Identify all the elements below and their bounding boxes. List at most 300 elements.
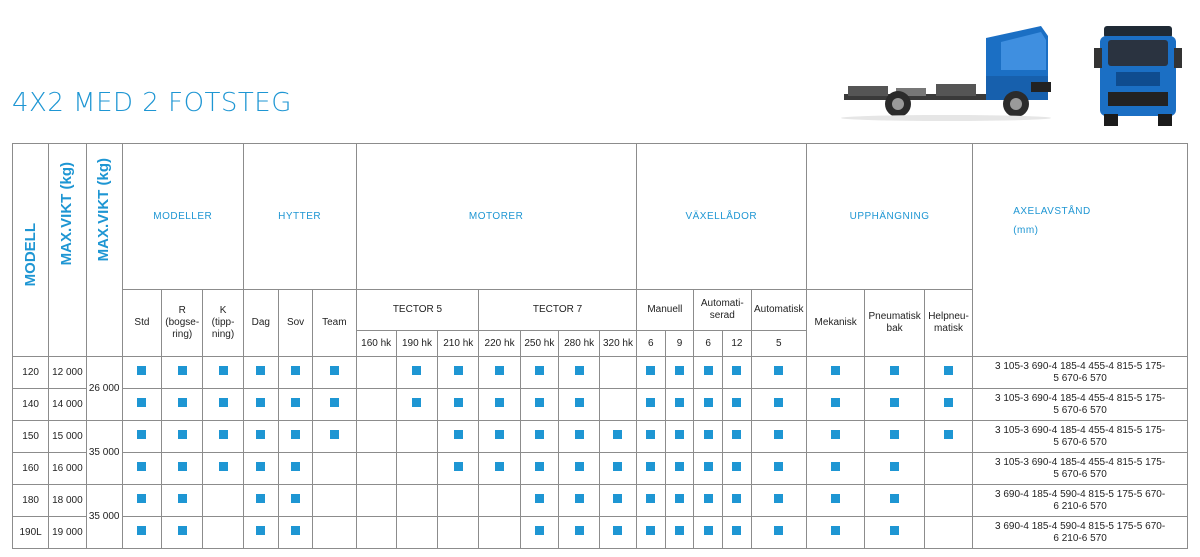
mark-cell (751, 453, 806, 485)
col-tector5: TECTOR 5 (356, 290, 479, 331)
filled-square-icon (178, 430, 187, 439)
modell-cell: 190L (13, 517, 49, 549)
modell-cell: 120 (13, 357, 49, 389)
mark-cell (356, 517, 396, 549)
mark-cell (313, 453, 356, 485)
filled-square-icon (137, 526, 146, 535)
filled-square-icon (291, 494, 300, 503)
filled-square-icon (774, 494, 783, 503)
mark-cell (520, 357, 558, 389)
mark-cell (479, 517, 520, 549)
axelavstand-line-1: 3 105-3 690-4 185-4 455-4 815-5 175- (995, 392, 1166, 404)
filled-square-icon (178, 398, 187, 407)
maxvikt-cell: 15 000 (49, 421, 86, 453)
mark-cell (694, 453, 723, 485)
filled-square-icon (732, 526, 741, 535)
mark-cell (122, 357, 161, 389)
mark-cell (600, 421, 636, 453)
filled-square-icon (890, 462, 899, 471)
mark-cell (806, 517, 864, 549)
mark-cell (122, 517, 161, 549)
mark-cell (243, 389, 278, 421)
filled-square-icon (675, 430, 684, 439)
filled-square-icon (704, 526, 713, 535)
page-title: 4X2 MED 2 FOTSTEG (12, 88, 292, 118)
mark-cell (723, 485, 751, 517)
hytter-header: HYTTER (243, 144, 356, 290)
mark-cell (243, 453, 278, 485)
mark-cell (600, 453, 636, 485)
mark-cell (865, 453, 924, 485)
mark-cell (162, 453, 203, 485)
mark-cell (203, 453, 243, 485)
mark-cell (723, 389, 751, 421)
col-gear-6-automatiserad: 6 (694, 331, 723, 357)
mark-cell (694, 421, 723, 453)
filled-square-icon (256, 430, 265, 439)
mark-cell (600, 357, 636, 389)
filled-square-icon (256, 494, 265, 503)
filled-square-icon (675, 398, 684, 407)
axelavstand-header: AXELAVSTÅND (mm) (973, 144, 1188, 357)
table-row (13, 389, 1188, 421)
mark-cell (559, 485, 600, 517)
filled-square-icon (774, 526, 783, 535)
mark-cell (356, 485, 396, 517)
mark-cell (520, 517, 558, 549)
filled-square-icon (575, 398, 584, 407)
mark-cell (243, 517, 278, 549)
filled-square-icon (137, 462, 146, 471)
filled-square-icon (774, 430, 783, 439)
filled-square-icon (732, 430, 741, 439)
mark-cell (203, 517, 243, 549)
axelavstand-line-1: 3 105-3 690-4 185-4 455-4 815-5 175- (995, 456, 1166, 468)
mark-cell (203, 357, 243, 389)
mark-cell (122, 389, 161, 421)
filled-square-icon (256, 526, 265, 535)
mark-cell (479, 453, 520, 485)
mark-cell (122, 485, 161, 517)
filled-square-icon (256, 366, 265, 375)
col-gear-6-manuell: 6 (636, 331, 665, 357)
mark-cell (278, 485, 312, 517)
col-250hk: 250 hk (520, 331, 558, 357)
filled-square-icon (535, 494, 544, 503)
mark-cell (924, 421, 972, 453)
filled-square-icon (454, 430, 463, 439)
maxvikt-header-1: MAX.VIKT (kg) (49, 144, 86, 357)
axelavstand-cell (973, 517, 1188, 549)
modell-cell: 180 (13, 485, 49, 517)
mark-cell (751, 485, 806, 517)
filled-square-icon (944, 366, 953, 375)
col-280hk: 280 hk (559, 331, 600, 357)
filled-square-icon (675, 526, 684, 535)
filled-square-icon (831, 430, 840, 439)
filled-square-icon (646, 462, 655, 471)
maxvikt-cell: 19 000 (49, 517, 86, 549)
filled-square-icon (535, 398, 544, 407)
col-automatisk: Automatisk (751, 290, 806, 331)
mark-cell (438, 485, 479, 517)
modell-header: MODELL (13, 144, 49, 357)
mark-cell (356, 389, 396, 421)
filled-square-icon (495, 462, 504, 471)
col-gear-5-automatisk: 5 (751, 331, 806, 357)
mark-cell (806, 357, 864, 389)
mark-cell (278, 517, 312, 549)
filled-square-icon (613, 430, 622, 439)
mark-cell (924, 453, 972, 485)
mark-cell (203, 485, 243, 517)
mark-cell (865, 517, 924, 549)
mark-cell (723, 421, 751, 453)
filled-square-icon (535, 526, 544, 535)
filled-square-icon (137, 430, 146, 439)
filled-square-icon (330, 430, 339, 439)
modell-cell: 150 (13, 421, 49, 453)
axelavstand-cell (973, 389, 1188, 421)
mark-cell (162, 357, 203, 389)
mark-cell (924, 389, 972, 421)
mark-cell (751, 517, 806, 549)
filled-square-icon (675, 366, 684, 375)
mark-cell (723, 453, 751, 485)
col-automatiserad: Automati- serad (694, 290, 751, 331)
mark-cell (313, 485, 356, 517)
axelavstand-cell (973, 485, 1188, 517)
mark-cell (396, 453, 437, 485)
mark-cell (479, 485, 520, 517)
mark-cell (396, 421, 437, 453)
mark-cell (313, 421, 356, 453)
filled-square-icon (704, 430, 713, 439)
mark-cell (559, 389, 600, 421)
mark-cell (313, 389, 356, 421)
filled-square-icon (137, 366, 146, 375)
mark-cell (694, 357, 723, 389)
filled-square-icon (256, 462, 265, 471)
filled-square-icon (732, 494, 741, 503)
filled-square-icon (454, 462, 463, 471)
filled-square-icon (412, 398, 421, 407)
filled-square-icon (291, 430, 300, 439)
maxvikt-cell: 14 000 (49, 389, 86, 421)
axelavstand-cell (973, 453, 1188, 485)
gross-weight-cell: 35 000 (86, 421, 122, 485)
mark-cell (243, 421, 278, 453)
mark-cell (479, 421, 520, 453)
filled-square-icon (774, 398, 783, 407)
mark-cell (356, 453, 396, 485)
filled-square-icon (291, 398, 300, 407)
col-pneumatisk: Pneumatisk bak (865, 290, 924, 357)
filled-square-icon (732, 462, 741, 471)
filled-square-icon (330, 398, 339, 407)
gross-weight-cell: 26 000 (86, 357, 122, 421)
filled-square-icon (831, 462, 840, 471)
mark-cell (520, 453, 558, 485)
filled-square-icon (219, 462, 228, 471)
mark-cell (162, 421, 203, 453)
filled-square-icon (704, 398, 713, 407)
filled-square-icon (890, 366, 899, 375)
modell-cell: 160 (13, 453, 49, 485)
mark-cell (636, 357, 665, 389)
filled-square-icon (890, 398, 899, 407)
col-sov: Sov (278, 290, 312, 357)
filled-square-icon (613, 494, 622, 503)
filled-square-icon (704, 462, 713, 471)
axelavstand-line-1: 3 690-4 185-4 590-4 815-5 175-5 670- (995, 488, 1166, 500)
mark-cell (665, 421, 693, 453)
axelavstand-line-1: 3 105-3 690-4 185-4 455-4 815-5 175- (995, 424, 1166, 436)
table-row (13, 485, 1188, 517)
mark-cell (162, 517, 203, 549)
mark-cell (636, 389, 665, 421)
mark-cell (694, 517, 723, 549)
filled-square-icon (774, 462, 783, 471)
mark-cell (356, 421, 396, 453)
mark-cell (865, 485, 924, 517)
maxvikt-cell: 16 000 (49, 453, 86, 485)
mark-cell (313, 517, 356, 549)
filled-square-icon (890, 430, 899, 439)
filled-square-icon (291, 526, 300, 535)
axelavstand-cell (973, 357, 1188, 389)
mark-cell (636, 517, 665, 549)
filled-square-icon (646, 398, 655, 407)
mark-cell (243, 357, 278, 389)
axelavstand-line-2: 6 210-6 570 (1053, 532, 1107, 544)
col-team: Team (313, 290, 356, 357)
gross-weight-cell: 35 000 (86, 485, 122, 549)
col-210hk: 210 hk (438, 331, 479, 357)
mark-cell (694, 389, 723, 421)
col-r: R (bogse- ring) (162, 290, 203, 357)
filled-square-icon (256, 398, 265, 407)
filled-square-icon (495, 398, 504, 407)
maxvikt-cell: 18 000 (49, 485, 86, 517)
mark-cell (438, 357, 479, 389)
col-mekanisk: Mekanisk (806, 290, 864, 357)
mark-cell (203, 421, 243, 453)
col-190hk: 190 hk (396, 331, 437, 357)
mark-cell (751, 389, 806, 421)
filled-square-icon (944, 430, 953, 439)
mark-cell (520, 389, 558, 421)
filled-square-icon (291, 366, 300, 375)
mark-cell (559, 517, 600, 549)
col-helpneumatisk: Helpneu- matisk (924, 290, 972, 357)
mark-cell (479, 357, 520, 389)
filled-square-icon (646, 366, 655, 375)
filled-square-icon (219, 430, 228, 439)
filled-square-icon (178, 462, 187, 471)
mark-cell (122, 421, 161, 453)
axelavstand-line-1: 3 690-4 185-4 590-4 815-5 175-5 670- (995, 520, 1166, 532)
mark-cell (520, 485, 558, 517)
filled-square-icon (412, 366, 421, 375)
filled-square-icon (675, 462, 684, 471)
mark-cell (356, 357, 396, 389)
filled-square-icon (613, 462, 622, 471)
mark-cell (122, 453, 161, 485)
mark-cell (438, 517, 479, 549)
mark-cell (806, 453, 864, 485)
mark-cell (396, 517, 437, 549)
filled-square-icon (178, 366, 187, 375)
col-320hk: 320 hk (600, 331, 636, 357)
mark-cell (723, 517, 751, 549)
mark-cell (636, 485, 665, 517)
mark-cell (600, 517, 636, 549)
table-row (13, 517, 1188, 549)
col-manuell: Manuell (636, 290, 693, 331)
mark-cell (438, 389, 479, 421)
maxvikt-cell: 12 000 (49, 357, 86, 389)
filled-square-icon (774, 366, 783, 375)
mark-cell (396, 389, 437, 421)
filled-square-icon (831, 366, 840, 375)
mark-cell (636, 421, 665, 453)
filled-square-icon (646, 494, 655, 503)
filled-square-icon (137, 398, 146, 407)
mark-cell (243, 485, 278, 517)
mark-cell (520, 421, 558, 453)
filled-square-icon (890, 494, 899, 503)
mark-cell (865, 357, 924, 389)
filled-square-icon (732, 366, 741, 375)
filled-square-icon (495, 430, 504, 439)
mark-cell (665, 485, 693, 517)
mark-cell (313, 357, 356, 389)
axelavstand-line-1: 3 105-3 690-4 185-4 455-4 815-5 175- (995, 360, 1166, 372)
col-k: K (tipp- ning) (203, 290, 243, 357)
mark-cell (278, 389, 312, 421)
filled-square-icon (219, 366, 228, 375)
spec-table (12, 143, 1188, 549)
mark-cell (751, 357, 806, 389)
truck-side-image (836, 22, 1066, 122)
mark-cell (559, 453, 600, 485)
truck-front-image (1090, 22, 1186, 128)
mark-cell (665, 453, 693, 485)
mark-cell (278, 453, 312, 485)
mark-cell (396, 357, 437, 389)
filled-square-icon (495, 366, 504, 375)
mark-cell (665, 357, 693, 389)
modell-cell: 140 (13, 389, 49, 421)
mark-cell (924, 517, 972, 549)
vaxellador-header: VÄXELLÅDOR (636, 144, 806, 290)
filled-square-icon (219, 398, 228, 407)
mark-cell (600, 389, 636, 421)
axelavstand-line-2: 6 210-6 570 (1053, 500, 1107, 512)
col-gear-9-manuell: 9 (665, 331, 693, 357)
motorer-header: MOTORER (356, 144, 636, 290)
filled-square-icon (535, 430, 544, 439)
filled-square-icon (575, 526, 584, 535)
mark-cell (924, 357, 972, 389)
mark-cell (806, 421, 864, 453)
filled-square-icon (454, 366, 463, 375)
col-gear-12-automatiserad: 12 (723, 331, 751, 357)
mark-cell (559, 421, 600, 453)
filled-square-icon (575, 462, 584, 471)
spec-table-body (13, 357, 1188, 549)
truck-front-icon (1090, 22, 1186, 128)
col-std: Std (122, 290, 161, 357)
mark-cell (559, 357, 600, 389)
mark-cell (162, 389, 203, 421)
col-tector7: TECTOR 7 (479, 290, 636, 331)
mark-cell (162, 485, 203, 517)
filled-square-icon (535, 462, 544, 471)
filled-square-icon (831, 494, 840, 503)
mark-cell (636, 453, 665, 485)
truck-side-icon (836, 22, 1066, 122)
axelavstand-cell (973, 421, 1188, 453)
mark-cell (865, 421, 924, 453)
filled-square-icon (704, 494, 713, 503)
col-dag: Dag (243, 290, 278, 357)
filled-square-icon (454, 398, 463, 407)
filled-square-icon (646, 526, 655, 535)
mark-cell (278, 357, 312, 389)
filled-square-icon (646, 430, 655, 439)
mark-cell (694, 485, 723, 517)
filled-square-icon (704, 366, 713, 375)
mark-cell (438, 421, 479, 453)
mark-cell (438, 453, 479, 485)
filled-square-icon (575, 494, 584, 503)
axelavstand-line-2: 5 670-6 570 (1053, 436, 1107, 448)
mark-cell (203, 389, 243, 421)
table-row (13, 453, 1188, 485)
filled-square-icon (291, 462, 300, 471)
mark-cell (479, 389, 520, 421)
mark-cell (396, 485, 437, 517)
table-row (13, 357, 1188, 389)
col-220hk: 220 hk (479, 331, 520, 357)
mark-cell (751, 421, 806, 453)
upphangning-header: UPPHÄNGNING (806, 144, 972, 290)
mark-cell (806, 389, 864, 421)
col-160hk: 160 hk (356, 331, 396, 357)
filled-square-icon (330, 366, 339, 375)
mark-cell (924, 485, 972, 517)
mark-cell (665, 389, 693, 421)
filled-square-icon (944, 398, 953, 407)
maxvikt-header-2: MAX.VIKT (kg) (86, 144, 122, 357)
filled-square-icon (890, 526, 899, 535)
filled-square-icon (831, 526, 840, 535)
filled-square-icon (732, 398, 741, 407)
mark-cell (278, 421, 312, 453)
filled-square-icon (535, 366, 544, 375)
filled-square-icon (178, 494, 187, 503)
modeller-header: MODELLER (122, 144, 243, 290)
filled-square-icon (575, 366, 584, 375)
filled-square-icon (831, 398, 840, 407)
axelavstand-line-2: 5 670-6 570 (1053, 468, 1107, 480)
axelavstand-line-2: 5 670-6 570 (1053, 372, 1107, 384)
table-row (13, 421, 1188, 453)
filled-square-icon (178, 526, 187, 535)
mark-cell (665, 517, 693, 549)
